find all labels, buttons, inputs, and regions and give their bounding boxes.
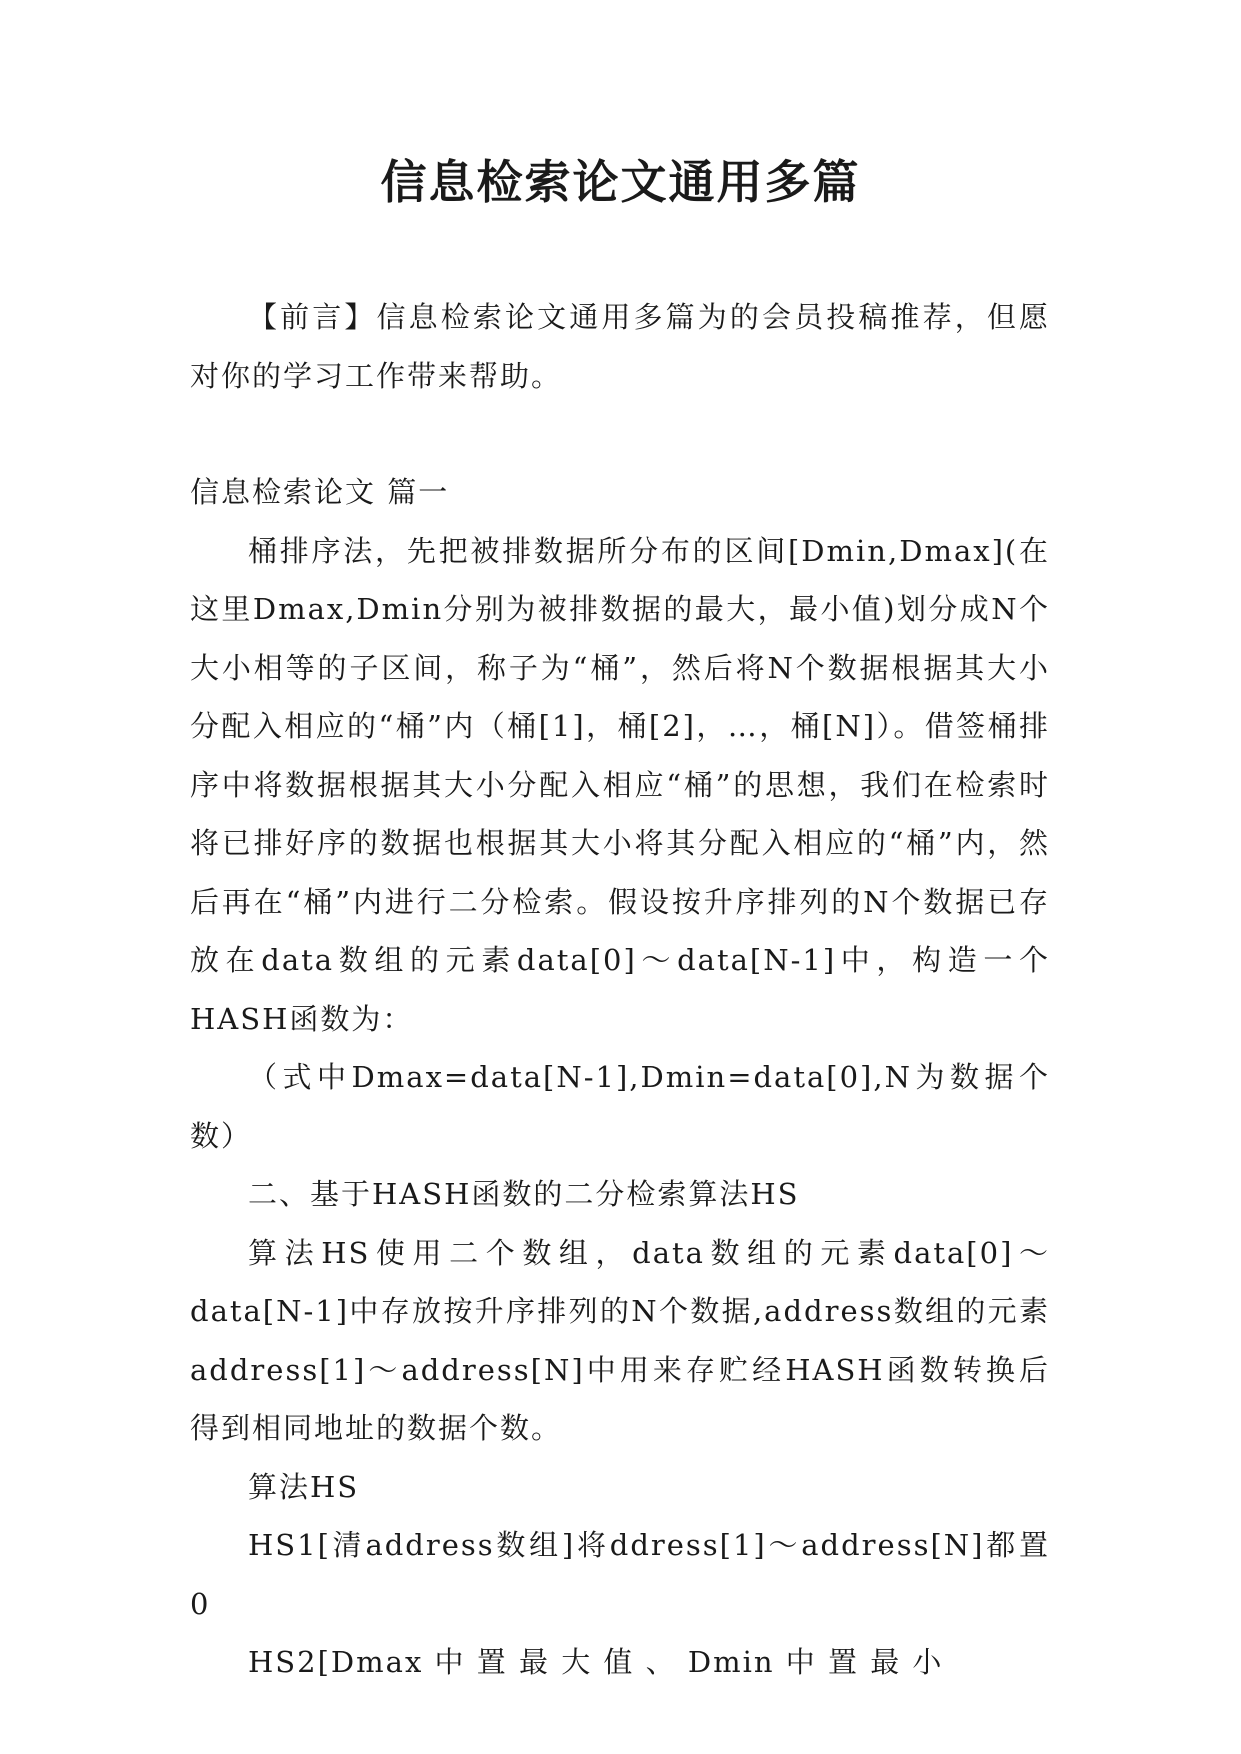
preface-paragraph: 【前言】信息检索论文通用多篇为的会员投稿推荐，但愿对你的学习工作带来帮助。 (190, 300, 1050, 393)
spacer (190, 405, 1050, 463)
body-paragraph: 算法HS使用二个数组，data数组的元素data[0]～data[N-1]中存放按升序排列的N个数据,address数组的元素address[1]～address[N]中用来存贮经HASH函数转换后得到相同地址的数据个数。 (190, 1235, 1050, 1445)
section-heading: 信息检索论文 篇一 (190, 475, 450, 509)
algorithm-label: 算法HS (248, 1469, 360, 1504)
subsection-heading: 二、基于HASH函数的二分检索算法HS (248, 1177, 800, 1211)
formula-note: （式中Dmax=data[N-1],Dmin=data[0],N为数据个数） (190, 1060, 1050, 1153)
algorithm-step: HS2[Dmax 中 置 最 大 值 、 Dmin 中 置 最 小 (248, 1645, 944, 1679)
body-paragraph: 桶排序法，先把被排数据所分布的区间[Dmin,Dmax](在这里Dmax,Dmin分别为被排数据的最大，最小值)划分成N个大小相等的子区间，称子为“桶”，然后将N个数据根据其大小分配入相应的“桶”内（桶[1]，桶[2]，…，桶[N]）。借签桶排序中将数据根据其大小分配入相应“桶”的思想，我们在检索时将已排好序的数据也根据其大小将其分配入相应的“桶”内，然后再在“桶”内进行二分检索。假设按升序排列的N个数据已存放在data数组的元素data[0]～data[N-1]中，构造一个HASH函数为： (190, 533, 1050, 1036)
document-body (190, 288, 1050, 1692)
document-title: 信息检索论文通用多篇 (380, 155, 861, 209)
algorithm-step: HS1[清address数组]将ddress[1]～address[N]都置0 (190, 1528, 1050, 1621)
